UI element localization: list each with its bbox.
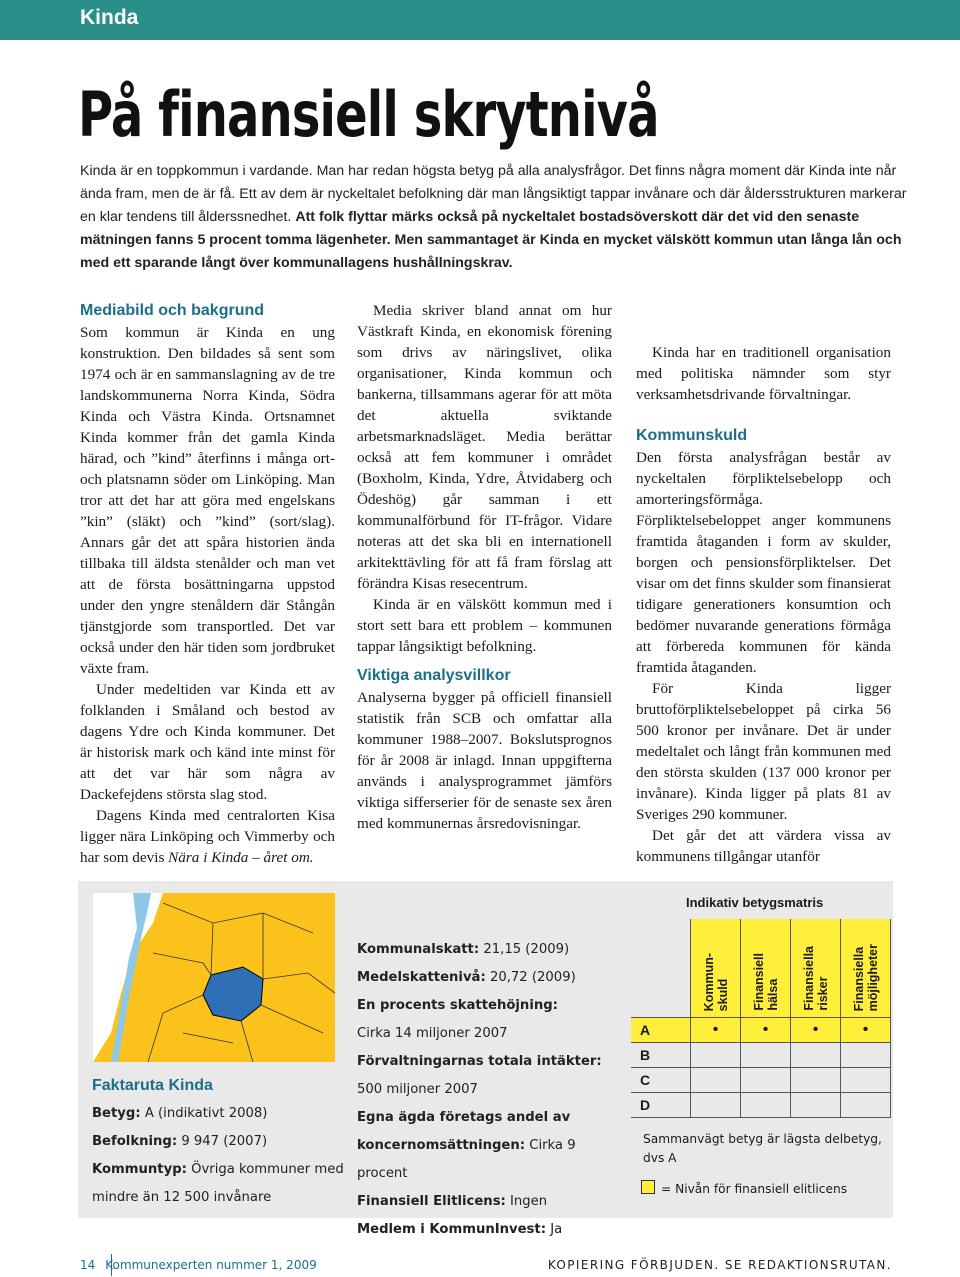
matrix-cell [791, 1093, 841, 1118]
matrix-note: Sammanvägt betyg är lägsta delbetyg, dvs A [643, 1132, 882, 1165]
paragraph: Det går det att värdera vissa av kommunens tillgångar utanför [636, 827, 891, 865]
matrix-col-header [841, 919, 891, 1018]
value-medel: 20,72 (2009) [489, 970, 576, 985]
value-foretag: Cirka 9 procent [357, 1138, 576, 1181]
matrix-row-label: C [631, 1068, 691, 1093]
heading-kommunskuld: Kommunskuld [636, 427, 748, 444]
heading-mediabild: Mediabild och bakgrund [80, 302, 265, 319]
matrix-col-header [791, 919, 841, 1018]
paragraph: För Kinda ligger bruttoförpliktelsebeloppet på cirka 56 500 kronor per invånare. Det är under medeltalet och långt från kommunen med den största skulden (137 000 kronor per invånare). Kinda ligger på plats 81 av Sveriges 290 kommuner. [636, 680, 891, 823]
column-3 [636, 342, 891, 867]
matrix-dot: • [791, 1018, 841, 1043]
matrix-row-label: B [631, 1043, 691, 1068]
value-kommuntyp: Övriga kommuner med mindre än 12 500 invånare [92, 1162, 344, 1205]
section-title: Kinda [80, 6, 139, 29]
label-skatt: Kommunalskatt: [357, 942, 480, 957]
fact-column-2 [357, 936, 627, 1244]
footer-left [80, 1258, 317, 1272]
label-foretag: Egna ägda företags andel av koncernomsättningen: [357, 1110, 571, 1153]
matrix-cell [841, 1093, 891, 1118]
paragraph: Som kommun är Kinda en ung konstruktion. Den bildades så sent som 1974 och är en sammanslagning av de tre landskommunerna Norra Kinda, Södra Kinda och Västra Kinda. Ortsnamnet Kinda kommer från det gamla Kinda härad, och ”kind” återfinns i många ort- och platsnamn söder om Linköping. Man tror att det har att göra med engelskans ”kin” (släkt) och ”kind” (sort/slag). Annars går det att spåra historien ända tillbaka till äldsta stenålder och man vet att de första bosättningarna uppstod under den yngre stenåldern där Stångån tjänstgjorde som transportled. Det var också under den här tiden som jordbruket växte fram. [80, 324, 335, 677]
matrix-cell [691, 1043, 741, 1068]
matrix-col-label: Kommun- skuld [701, 952, 730, 1011]
fact-column-1 [92, 1072, 347, 1212]
label-betyg: Betyg: [92, 1106, 141, 1121]
paragraph: Media skriver bland annat om hur Västkraft Kinda, en ekonomisk förening som drivs av näringslivet, olika organisationer, Kinda kommun och bankerna, tillsammans agerar för att möta det aktuella sviktande arbetsmarknadsläget. Media berättar också att fem kommuner i området (Boxholm, Kinda, Ydre, Åtvidaberg och Ödeshög) går samman i ett kommunalförbund för IT-frågor. Vidare noteras att det ska bli en internationell arkitekttävling för att få fram förslag att förändra Kisas resecentrum. [357, 302, 612, 592]
matrix-col-label: Finansiella möjligheter [851, 943, 880, 1011]
label-hojning: En procents skattehöjning: [357, 998, 558, 1013]
label-invest: Medlem i KommunInvest: [357, 1222, 546, 1237]
value-invest: Ja [550, 1222, 563, 1237]
matrix-row-label: A [631, 1018, 691, 1043]
value-intakter: 500 miljoner 2007 [357, 1082, 478, 1097]
matrix-legend [641, 1180, 847, 1196]
label-elit: Finansiell Elitlicens: [357, 1194, 506, 1209]
heading-viktiga: Viktiga analysvillkor [357, 667, 511, 684]
section-header-bar [0, 0, 960, 40]
label-kommuntyp: Kommuntyp: [92, 1162, 187, 1177]
value-hojning: Cirka 14 miljoner 2007 [357, 1026, 508, 1041]
magazine-name: Kommunexperten nummer 1, 2009 [105, 1258, 317, 1272]
article-lead [80, 160, 910, 275]
paragraph: Under medeltiden var Kinda ett av folklanden i Småland och bestod av dagens Ydre och Kinda kommuner. Det är historisk mark och känd inte minst för att det var här som några av Dackefejdens största slag stod. [80, 681, 335, 803]
matrix-col-label: Finansiella risker [801, 946, 830, 1011]
value-elit: Ingen [510, 1194, 548, 1209]
column-2 [357, 300, 612, 834]
matrix-cell [741, 1043, 791, 1068]
legend-text: = Nivån för finansiell elitlicens [661, 1182, 848, 1196]
matrix-row-label: D [631, 1093, 691, 1118]
matrix-corner [631, 919, 691, 1018]
matrix-cell [741, 1068, 791, 1093]
footer-right: KOPIERING FÖRBJUDEN. SE REDAKTIONSRUTAN. [547, 1258, 892, 1272]
matrix-cell [791, 1068, 841, 1093]
legend-swatch [641, 1180, 655, 1194]
matrix-cell [741, 1093, 791, 1118]
article-title: På finansiell skrytnivå [78, 78, 659, 151]
column-1 [80, 300, 335, 868]
map-svg [93, 893, 335, 1062]
page-number: 14 [80, 1258, 96, 1272]
matrix-cell [841, 1043, 891, 1068]
matrix-cell [841, 1068, 891, 1093]
value-befolkning: 9 947 (2007) [181, 1134, 268, 1149]
matrix-dot: • [691, 1018, 741, 1043]
matrix-col-header [691, 919, 741, 1018]
label-medel: Medelskattenivå: [357, 970, 486, 985]
lead-part-2: Att folk flyttar märks också på nyckeltalet bostadsöverskott där det vid den senaste mätningen fanns 5 procent tomma lägenheter. Men sammantaget är Kinda en mycket välskött kommun utan långa lån och med ett sparande långt över kommunallagens hushållningskrav. [80, 209, 902, 271]
matrix-title: Indikativ betygsmatris [686, 895, 824, 910]
matrix-cell [691, 1093, 741, 1118]
label-befolkning: Befolkning: [92, 1134, 178, 1149]
paragraph [80, 805, 335, 868]
paragraph: Den första analysfrågan består av nyckeltalen förpliktelsebelopp och amorteringsförmåga. Förpliktelsebeloppet anger kommunens framtida åtaganden i form av skulder, borgen och pensionsförpliktelser. Det visar om det finns skulder som finansierat tidigare generationers konsumtion och bedömer nuvarande generations förmåga att förbereda kommunen för kända framtida åtaganden. [636, 449, 891, 676]
value-skatt: 21,15 (2009) [483, 942, 570, 957]
matrix-cell [791, 1043, 841, 1068]
paragraph-text: Dagens Kinda med centralorten Kisa ligger nära Linköping och Vimmerby och har som devis [80, 807, 335, 866]
matrix-dot: • [741, 1018, 791, 1043]
motto: Nära i Kinda – året om. [168, 849, 314, 866]
matrix-col-label: Finansiell hälsa [751, 953, 780, 1011]
paragraph: Kinda har en traditionell organisation med politiska nämnder som styr verksamhetsdrivande förvaltningar. [636, 344, 891, 403]
fact-title: Faktaruta Kinda [92, 1077, 213, 1094]
matrix-dot: • [841, 1018, 891, 1043]
paragraph: Kinda är en välskött kommun med i stort sett bara ett problem – kommunen tappar långsiktigt befolkning. [357, 596, 612, 655]
grade-matrix [631, 919, 891, 1118]
matrix-col-header [741, 919, 791, 1018]
municipality-map [93, 893, 335, 1062]
label-intakter: Förvaltningarnas totala intäkter: [357, 1054, 602, 1069]
matrix-cell [691, 1068, 741, 1093]
value-betyg: A (indikativt 2008) [144, 1106, 268, 1121]
paragraph: Analyserna bygger på officiell finansiell statistik från SCB och omfattar alla kommuner 1988–2007. Bokslutsprognos för år 2008 är inlagd. Innan uppgifterna används i analysprogrammet jämförs viktiga sifferserier för de senaste sex åren med kommunernas årsredovisningar. [357, 689, 612, 832]
lead-part-1: Kinda är en toppkommun i vardande. Man har redan högsta betyg på alla analysfrågor. Det finns några moment där Kinda inte når ända fram, men de är få. Ett av dem är nyckeltalet befolkning där man långsiktigt tappar invånare och där åldersstrukturen markerar en klar tendens till ålderssnedhet. [80, 163, 907, 225]
